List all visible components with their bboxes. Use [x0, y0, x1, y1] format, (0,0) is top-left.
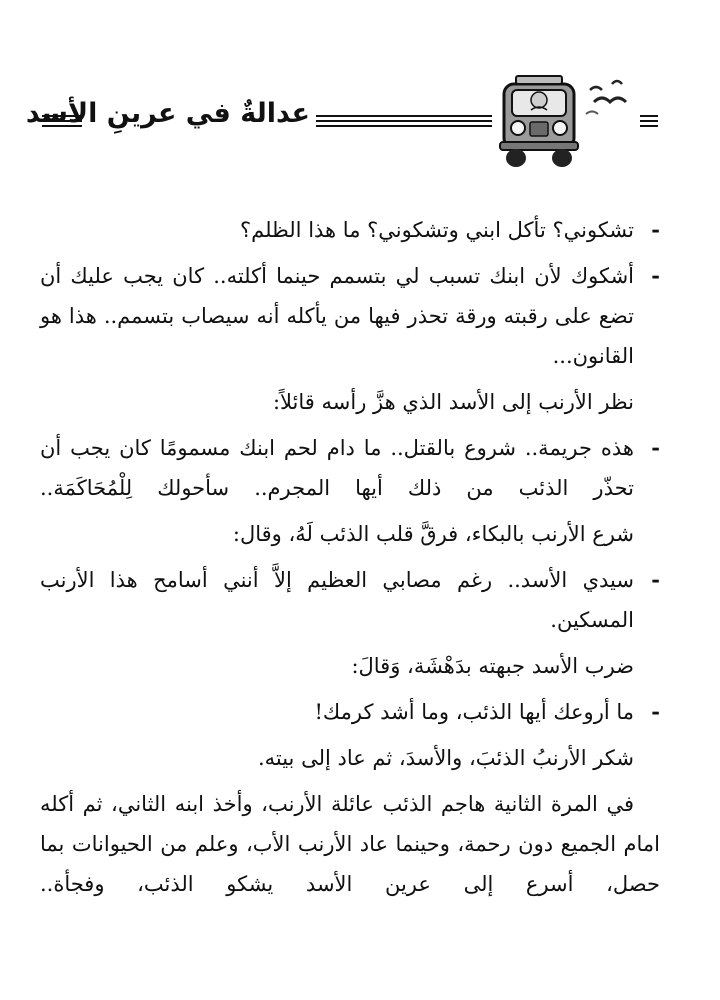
paragraph-text: سيدي الأسد.. رغم مصابي العظيم إلاَّ أنني أسامح هذا الأرنب المسكين.	[40, 568, 634, 632]
narration-line: نظر الأرنب إلى الأسد الذي هزَّ رأسه قائلاً:	[272, 390, 634, 414]
header-rule-middle	[316, 115, 492, 127]
narration-line: ضرب الأسد جبهته بدَهْشَة، وَقالَ:	[351, 654, 634, 678]
header-rule-right	[640, 115, 658, 127]
dialog-dash: -	[651, 699, 660, 724]
car-illustration-icon	[494, 62, 640, 172]
narration-line: شرع الأرنب بالبكاء، فرقَّ قلب الذئب لَهُ، وقال:	[232, 522, 634, 546]
dialog-dash: -	[651, 217, 660, 242]
chapter-title: عدالةٌ في عرينِ الأسد	[25, 98, 310, 129]
narration-paragraph: في المرة الثانية هاجم الذئب عائلة الأرنب، وأخذ ابنه الثاني، ثم أكله امام الجميع دون رحمة، وحينما عاد الأرنب الأب، وعلم من الحيوانات بما حصل، أسرع إلى عرين الأسد يشكو الذئب، وفجأة..	[40, 792, 660, 896]
dialog-dash: -	[651, 263, 660, 288]
paragraph-text: تشكوني؟ تأكل ابني وتشكوني؟ ما هذا الظلم؟	[239, 218, 634, 242]
page-header	[0, 62, 720, 172]
dialog-dash: -	[651, 435, 660, 460]
dialog-line	[40, 692, 660, 732]
story-text	[40, 210, 660, 910]
paragraph-text: أشكوك لأن ابنك تسبب لي بتسمم حينما أكلته.. كان يجب عليك أن تضع على رقبته ورقة تحذر فيها من يأكله أنه سيصاب بتسمم.. هذا هو القانون...	[40, 264, 634, 368]
narration-line: شكر الأرنبُ الذئبَ، والأسدَ، ثم عاد إلى بيته.	[257, 746, 634, 770]
dialog-line	[40, 428, 660, 508]
dialog-dash: -	[651, 567, 660, 592]
dialog-line	[40, 256, 660, 376]
paragraph-text: هذه جريمة.. شروع بالقتل.. ما دام لحم ابنك مسمومًا كان يجب أن تحذّر الذئب من ذلك أيها المجرم.. سأحولك لِلْمُحَاكَمَة..	[40, 436, 634, 500]
paragraph-text: ما أروعك أيها الذئب، وما أشد كرمك!	[314, 700, 634, 724]
dialog-line	[40, 560, 660, 640]
dialog-line	[40, 210, 660, 250]
